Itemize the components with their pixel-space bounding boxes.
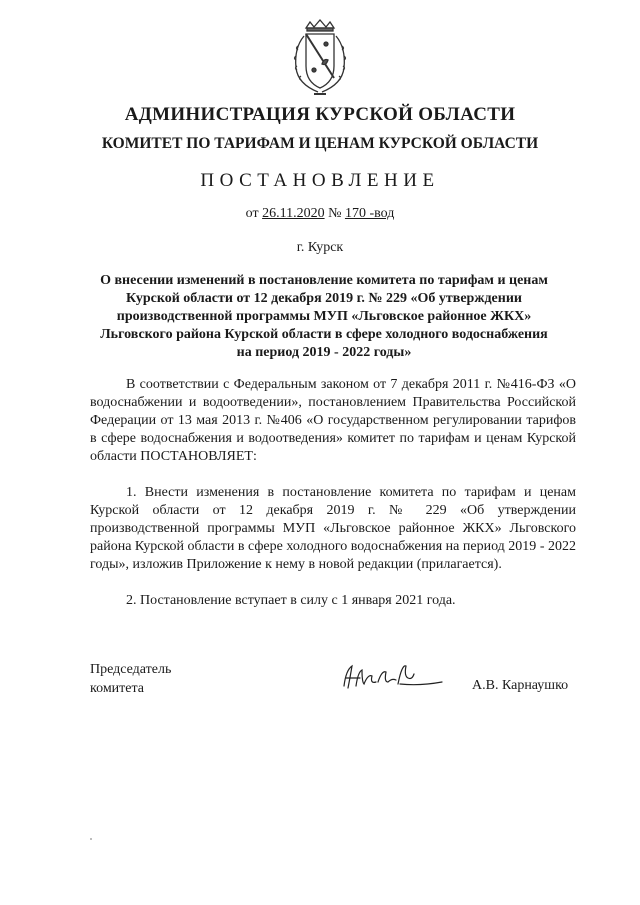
date-line bbox=[0, 206, 640, 222]
item-1-paragraph: 1. Внести изменения в постановление комитета по тарифам и ценам Курской области от 12 декабря 2019 г. № 229 «Об утверждении производственной программы МУП «Льговское районное ЖКХ» Льговского района Курской области в сфере холодного водоснабжения на период 2019 - 2022 годы», изложив Приложение к нему в новой редакции (прилагается). bbox=[90, 485, 576, 572]
number-sign: № bbox=[328, 206, 342, 221]
position-line-1: Председатель bbox=[90, 662, 172, 677]
signatory-name: А.В. Карнаушко bbox=[472, 678, 569, 693]
title-line: Льговского района Курской области в сфере холодного водоснабжения bbox=[100, 327, 548, 342]
handwritten-signature-icon bbox=[340, 660, 444, 692]
date-prefix: от bbox=[245, 206, 259, 221]
city-line: г. Курск bbox=[296, 240, 344, 255]
document-date: 26.11.2020 bbox=[262, 206, 325, 221]
document-type-heading: ПОСТАНОВЛЕНИЕ bbox=[200, 170, 440, 191]
title-line: на период 2019 - 2022 годы» bbox=[236, 345, 412, 360]
preamble-paragraph: В соответствии с Федеральным законом от 7 декабря 2011 г. №416-ФЗ «О водоснабжении и водоотведении», постановлением Правительства Российской Федерации от 13 мая 2013 г. №406 «О государственном регулировании тарифов в сфере водоснабжения и водоотведения» комитет по тарифам и ценам Курской области ПОСТАНОВЛЯЕТ: bbox=[90, 377, 576, 464]
title-line: Курской области от 12 декабря 2019 г. № 229 «Об утверждении bbox=[126, 291, 522, 306]
document-title bbox=[86, 272, 562, 362]
item-2-paragraph: 2. Постановление вступает в силу с 1 января 2021 года. bbox=[126, 593, 456, 608]
scan-speck bbox=[90, 838, 92, 840]
administration-heading: АДМИНИСТРАЦИЯ КУРСКОЙ ОБЛАСТИ bbox=[124, 104, 516, 125]
position-line-2: комитета bbox=[90, 681, 145, 696]
title-line: производственной программы МУП «Льговское районное ЖКХ» bbox=[116, 309, 532, 324]
title-line: О внесении изменений в постановление комитета по тарифам и ценам bbox=[100, 273, 548, 288]
committee-heading: КОМИТЕТ ПО ТАРИФАМ И ЦЕНАМ КУРСКОЙ ОБЛАСТИ bbox=[101, 135, 539, 152]
document-number: 170 -вод bbox=[344, 206, 395, 221]
signatory-position bbox=[90, 660, 171, 698]
kursk-coat-of-arms-icon bbox=[286, 18, 354, 98]
